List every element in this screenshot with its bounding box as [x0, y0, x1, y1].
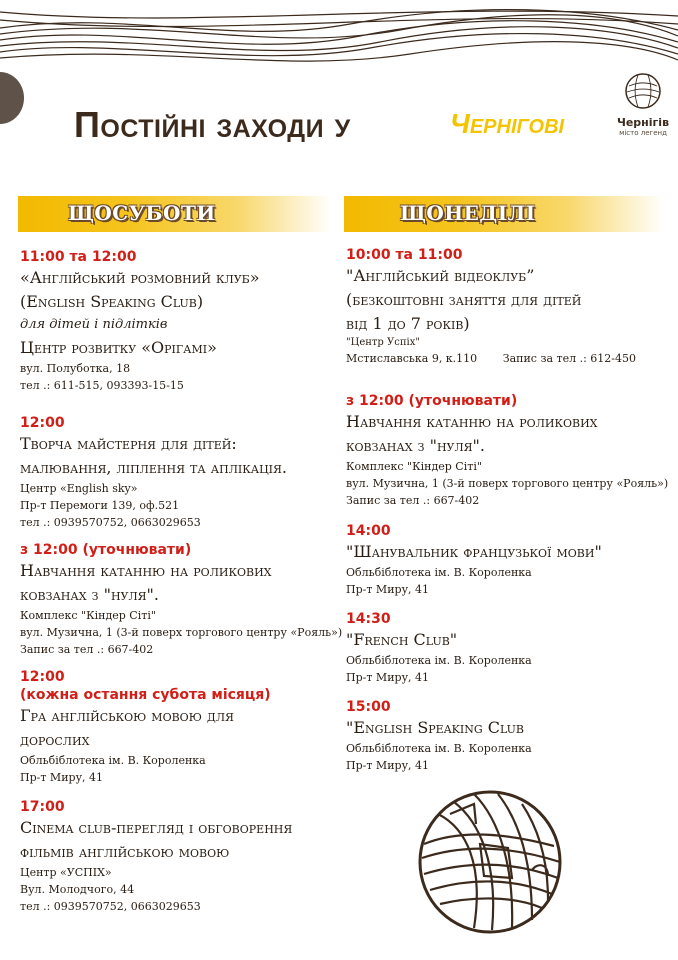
event-time: 15:00: [346, 699, 391, 715]
event-title: фільмів англійською мовою: [20, 842, 230, 861]
event-item: [20, 668, 350, 786]
event-title: Навчання катанню на роликових: [346, 412, 598, 431]
event-phone: тел .: 0939570752, 0663029653: [20, 900, 201, 913]
event-note: для дітей і підлітків: [20, 317, 168, 332]
wavy-lines-icon: [0, 0, 678, 80]
event-title: "English Speaking Club: [346, 718, 525, 737]
event-time: з 12:00 (уточнювати): [20, 542, 192, 558]
event-address: вул. Музична, 1 (3-й поверх торгового центру «Рояль»): [346, 477, 669, 490]
banner-label: ЩОСУБОТИ: [68, 201, 216, 225]
event-title: Навчання катанню на роликових: [20, 561, 272, 580]
logo-name: Чернігів: [616, 116, 670, 129]
event-item: [346, 522, 676, 598]
event-time: 12:00: [20, 415, 65, 431]
sunday-column: [346, 196, 669, 772]
event-item: [346, 698, 676, 774]
event-address: Пр-т Миру, 41: [20, 771, 104, 784]
event-time: 11:00 та 12:00: [20, 249, 137, 265]
event-item: [20, 414, 350, 531]
event-venue: Обльбіблотека ім. В. Короленка: [346, 566, 532, 579]
event-title: малювання, ліплення та аплікація.: [20, 458, 287, 477]
event-item: [20, 798, 350, 915]
saturday-column: [20, 196, 343, 913]
event-title: Творча майстерня для дітей:: [20, 434, 237, 453]
event-venue: Обльбіблотека ім. В. Короленка: [20, 754, 206, 767]
event-item: [20, 248, 350, 394]
event-time: з 12:00 (уточнювати): [346, 393, 518, 409]
event-title: Cinema club-перегляд і обговорення: [20, 818, 293, 837]
event-item: [20, 541, 350, 658]
city-title: Чернігові: [450, 108, 565, 139]
event-title: дорослих: [20, 730, 90, 749]
event-venue: "Центр Успіх": [346, 337, 420, 348]
logo-subtitle: місто легенд: [619, 129, 667, 137]
event-address: Пр-т Перемоги 139, оф.521: [20, 499, 180, 512]
event-title: "French Club": [346, 630, 458, 649]
event-address: Мстиславська 9, к.110: [346, 352, 478, 365]
saturday-banner: [18, 196, 332, 232]
event-time: 10:00 та 11:00: [346, 247, 463, 263]
event-phone: тел .: 611-515, 093393-15-15: [20, 379, 184, 392]
event-phone: Запис за тел .: 667-402: [20, 643, 154, 656]
event-venue: Обльбіблотека ім. В. Короленка: [346, 742, 532, 755]
page-title: Постійні заходи у: [74, 104, 351, 145]
event-time: 17:00: [20, 799, 65, 815]
event-venue: Комплекс "Кіндер Сіті": [20, 609, 156, 622]
event-venue: Комплекс "Кіндер Сіті": [346, 460, 482, 473]
banner-label: ЩОНЕДІЛІ: [400, 201, 536, 225]
event-contact-row: [346, 350, 636, 367]
event-phone: тел .: 0939570752, 0663029653: [20, 516, 201, 529]
event-address: вул. Музична, 1 (3-й поверх торгового центру «Рояль»): [20, 626, 343, 639]
sunday-banner: [344, 196, 664, 232]
event-title: "Англійський відеоклуб”: [346, 266, 535, 285]
event-title: (English Speaking Club): [20, 292, 204, 311]
city-logo: [616, 72, 670, 136]
event-venue: Центр «УСПІХ»: [20, 866, 112, 879]
event-title: «Англійський розмовний клуб»: [20, 268, 260, 287]
event-title: (безкоштовні заняття для дітей: [346, 290, 582, 309]
event-venue: Центр розвитку «Орігамі»: [20, 338, 217, 357]
event-time: 12:00: [20, 669, 65, 685]
event-item: [346, 392, 676, 509]
event-phone: Запис за тел .: 612-450: [502, 352, 636, 365]
event-address: Пр-т Миру, 41: [346, 671, 430, 684]
event-address: вул. Полуботка, 18: [20, 362, 131, 375]
event-time-note: (кожна остання субота місяця): [20, 687, 271, 703]
event-title: від 1 до 7 років): [346, 314, 470, 333]
event-venue: Обльбіблотека ім. В. Короленка: [346, 654, 532, 667]
yarn-ball-icon: [414, 784, 566, 938]
event-title: "Шанувальник французької мови": [346, 542, 602, 561]
event-title: ковзанах з "нуля".: [20, 585, 159, 604]
event-address: Вул. Молодчого, 44: [20, 883, 135, 896]
event-title: Гра англійською мовою для: [20, 706, 234, 725]
event-time: 14:30: [346, 611, 391, 627]
yarn-ball-logo-icon: [624, 72, 662, 110]
event-address: Пр-т Миру, 41: [346, 583, 430, 596]
event-venue: Центр «English sky»: [20, 482, 138, 495]
event-title: ковзанах з "нуля".: [346, 436, 485, 455]
event-time: 14:00: [346, 523, 391, 539]
event-item: [346, 246, 676, 367]
header: [0, 96, 678, 156]
event-address: Пр-т Миру, 41: [346, 759, 430, 772]
event-item: [346, 610, 676, 686]
event-phone: Запис за тел .: 667-402: [346, 494, 480, 507]
